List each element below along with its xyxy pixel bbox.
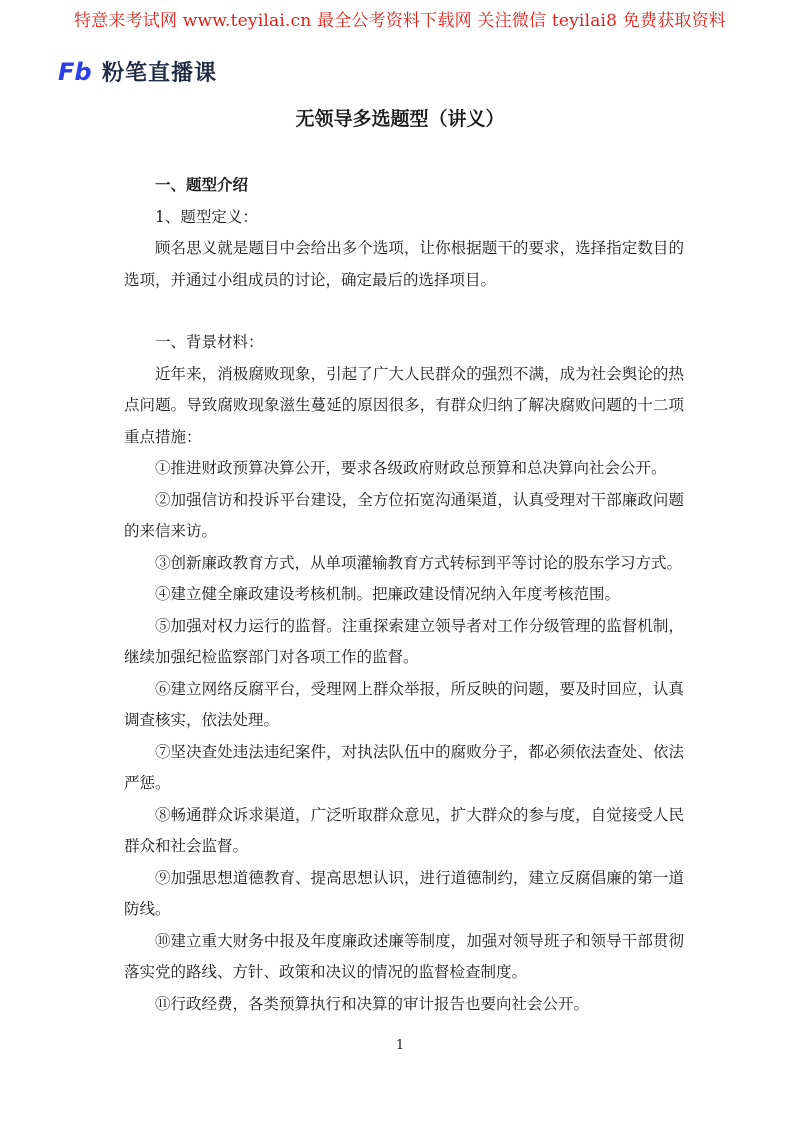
section-heading-background: 一、背景材料： [155,333,264,351]
list-item: ⑩建立重大财务中报及年度廉政述廉等制度，加强对领导班子和领导干部贯彻落实党的路线、方针、政策和决议的情况的监督检查制度。 [124,931,684,981]
list-item: ②加强信访和投诉平台建设，全方位拓宽沟通渠道，认真受理对干部廉政问题的来信来访。 [124,490,684,540]
spacer [124,296,684,327]
background-intro-paragraph: 近年来，消极腐败现象，引起了广大人民群众的强烈不满，成为社会舆论的热点问题。导致腐败现象滋生蔓延的原因很多，有群众归纳了解决腐败问题的十二项重点措施： [124,364,684,446]
list-item: ⑨加强思想道德教育、提高思想认识，进行道德制约，建立反腐倡廉的第一道防线。 [124,868,684,918]
list-item: ⑤加强对权力运行的监督。注重探索建立领导者对工作分级管理的监督机制，继续加强纪检监察部门对各项工作的监督。 [124,616,684,666]
watermark-banner: 特意来考试网 www.teyilai.cn 最全公考资料下载网 关注微信 teyilai8 免费获取资料 [73,11,727,31]
logo-mark: Fb [58,57,92,86]
list-item: ③创新廉政教育方式，从单项灌输教育方式转标到平等讨论的股东学习方式。 [155,553,683,572]
list-item: ①推进财政预算决算公开，要求各级政府财政总预算和总决算向社会公开。 [155,459,667,477]
subheading-definition: 1、题型定义： [155,207,258,226]
list-item: ⑧畅通群众诉求渠道，广泛听取群众意见，扩大群众的参与度，自觉接受人民群众和社会监督。 [124,805,684,855]
section-heading-intro: 一、题型介绍 [155,176,249,194]
document-body [124,170,684,1020]
list-item: ⑥建立网络反腐平台，受理网上群众举报，所反映的问题，要及时回应，认真调查核实，依法处理。 [124,679,684,729]
list-item: ⑦坚决查处违法违纪案件，对执法队伍中的腐败分子，都必须依法查处、依法严惩。 [124,742,684,792]
definition-paragraph: 顾名思义就是题目中会给出多个选项，让你根据题干的要求，选择指定数目的选项，并通过小组成员的讨论，确定最后的选择项目。 [124,239,684,289]
brand-logo [58,56,217,87]
logo-text: 粉笔直播课 [102,61,218,86]
list-item: ⑪行政经费，各类预算执行和决算的审计报告也要向社会公开。 [155,994,590,1013]
list-item: ④建立健全廉政建设考核机制。把廉政建设情况纳入年度考核范围。 [155,585,621,603]
document-title: 无领导多选题型（讲义） [295,108,505,130]
page-number: 1 [395,1038,405,1053]
